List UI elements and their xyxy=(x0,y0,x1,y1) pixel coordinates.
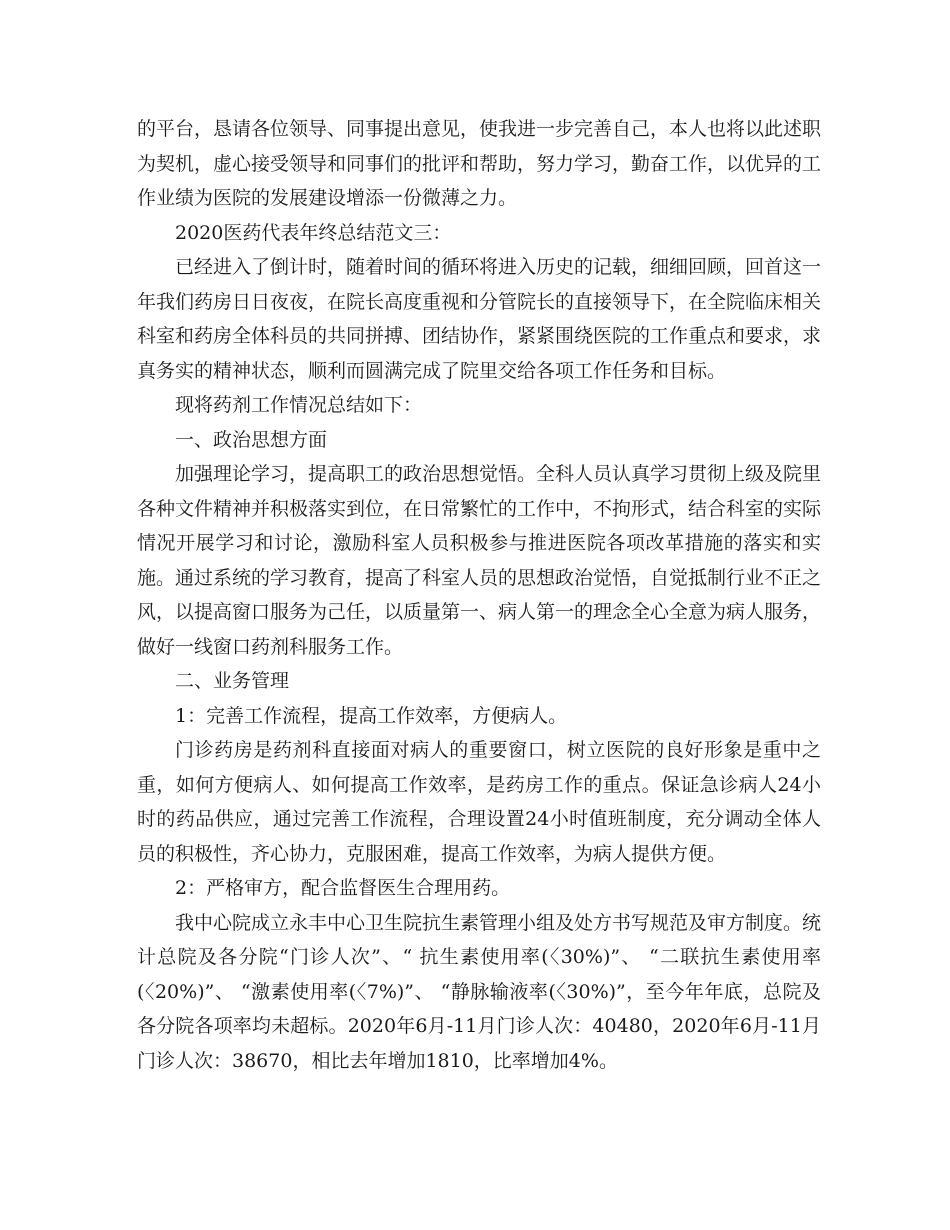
section-title-sample-three: 2020医药代表年终总结范文三： xyxy=(175,221,452,244)
subheading-workflow: 1：完善工作流程，提高工作效率，方便病人。 xyxy=(175,704,568,727)
paragraph-antibiotic-statistics: 我中心院成立永丰中心卫生院抗生素管理小组及处方书写规范及审方制度。统计总院及各分院“门诊人次”、“ 抗生素使用率(〈30%)”、 “二联抗生素使用率 (〈20%)”、 “激素使用率(〈7%)”、 “静脉输液率(〈30%)”，至今年年底，总院及各分院各项率均未超标。2020年6月-11月门诊人次：40480，2020年6月-11月门诊人次：38670，相比去年增加1810，比率增加4%。 xyxy=(137,911,822,1072)
document-body xyxy=(137,112,821,1078)
heading-political-thought: 一、政治思想方面 xyxy=(175,428,328,451)
paragraph-year-review: 已经进入了倒计时，随着时间的循环将进入历史的记载，细细回顾，回首这一年我们药房日日夜夜，在院长高度重视和分管院长的直接领导下，在全院临床相关科室和药房全体科员的共同拼搏、团结协作，紧紧围绕医院的工作重点和要求，求真务实的精神状态，顺利而圆满完成了院里交给各项工作任务和目标。 xyxy=(137,256,822,382)
paragraph-closing-remarks: 的平台，恳请各位领导、同事提出意见，使我进一步完善自己，本人也将以此述职为契机，虚心接受领导和同事们的批评和帮助，努力学习，勤奋工作，以优异的工作业绩为医院的发展建设增添一份微薄之力。 xyxy=(137,118,822,209)
paragraph-theory-study: 加强理论学习，提高职工的政治思想觉悟。全科人员认真学习贯彻上级及院里各种文件精神并积极落实到位，在日常繁忙的工作中，不拘形式，结合科室的实际情况开展学习和讨论，激励科室人员积极参与推进医院各项改革措施的落实和实施。通过系统的学习教育，提高了科室人员的思想政治觉悟，自觉抵制行业不正之风，以提高窗口服务为己任，以质量第一、病人第一的理念全心全意为病人服务，做好一线窗口药剂科服务工作。 xyxy=(137,463,822,658)
heading-business-management: 二、业务管理 xyxy=(175,670,290,692)
subheading-prescription-review: 2：严格审方，配合监督医生合理用药。 xyxy=(175,877,511,899)
paragraph-summary-intro: 现将药剂工作情况总结如下： xyxy=(175,394,423,416)
paragraph-outpatient-pharmacy: 门诊药房是药剂科直接面对病人的重要窗口，树立医院的良好形象是重中之重，如何方便病人、如何提高工作效率，是药房工作的重点。保证急诊病人24小时的药品供应，通过完善工作流程，合理设置24小时值班制度，充分调动全体人员的积极性，齐心协力，克服困难，提高工作效率，为病人提供方便。 xyxy=(137,739,821,865)
